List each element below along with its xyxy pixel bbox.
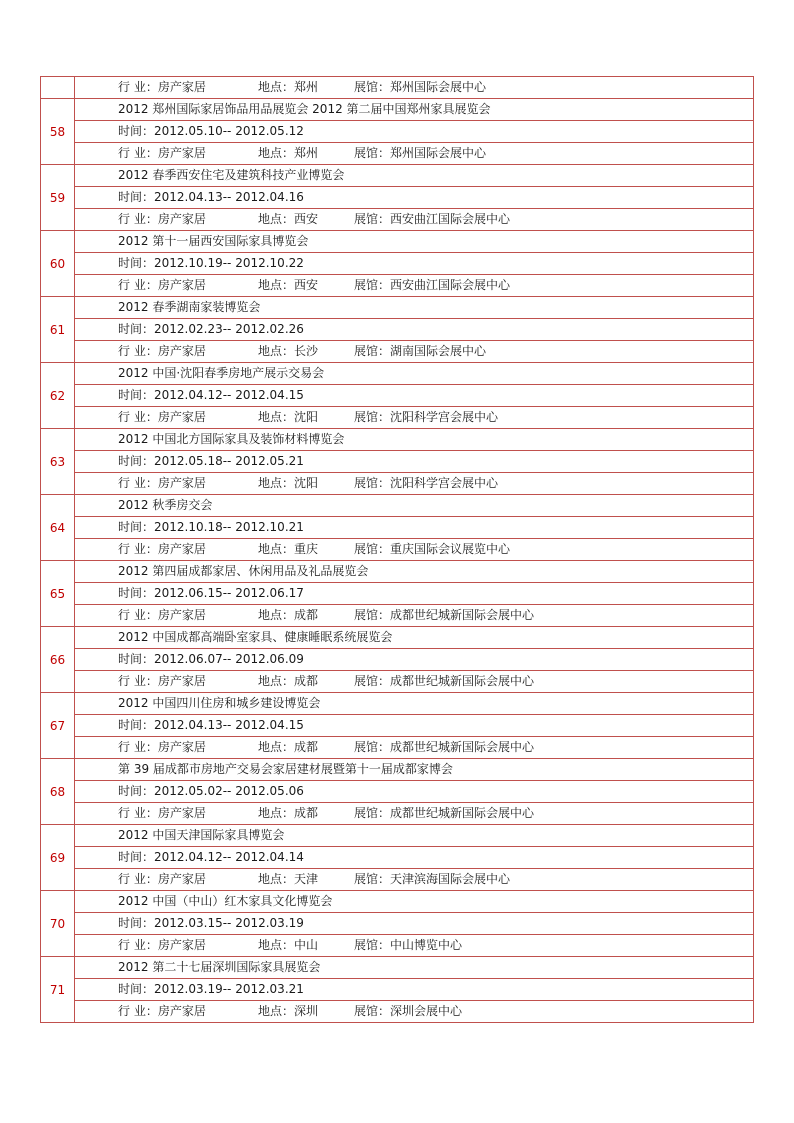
location-field (258, 605, 354, 626)
industry-label: 行 业： (118, 146, 158, 160)
venue-value: 沈阳科学宫会展中心 (390, 476, 499, 490)
location-label: 地点： (258, 410, 295, 424)
entry-number: 61 (41, 297, 75, 363)
exhibition-title: 2012 秋季房交会 (75, 495, 754, 517)
meta-line (75, 869, 754, 891)
location-value: 西安 (294, 278, 319, 292)
industry-label: 行 业： (118, 872, 158, 886)
industry-field (118, 77, 258, 98)
meta-line (75, 209, 754, 231)
industry-label: 行 业： (118, 410, 158, 424)
industry-value: 房产家居 (157, 476, 206, 490)
location-field (258, 869, 354, 890)
meta-line (75, 341, 754, 363)
industry-label: 行 业： (118, 344, 158, 358)
location-value: 成都 (294, 674, 319, 688)
venue-value: 成都世纪城新国际会展中心 (390, 674, 535, 688)
location-field (258, 209, 354, 230)
venue-label: 展馆： (354, 476, 391, 490)
table-row (41, 209, 754, 231)
table-row (41, 495, 754, 517)
table-row (41, 1001, 754, 1023)
location-value: 沈阳 (294, 410, 319, 424)
location-value: 深圳 (294, 1004, 319, 1018)
industry-field (118, 209, 258, 230)
venue-field (354, 341, 486, 362)
location-value: 长沙 (294, 344, 319, 358)
entry-number: 71 (41, 957, 75, 1023)
time-line (75, 517, 754, 539)
table-row (41, 253, 754, 275)
venue-field (354, 803, 534, 824)
industry-value: 房产家居 (157, 1004, 206, 1018)
venue-label: 展馆： (354, 410, 391, 424)
table-row (41, 605, 754, 627)
industry-label: 行 业： (118, 278, 158, 292)
table-row (41, 143, 754, 165)
table-row (41, 737, 754, 759)
time-value: 2012.06.07-- 2012.06.09 (154, 652, 304, 666)
exhibition-title: 2012 春季西安住宅及建筑科技产业博览会 (75, 165, 754, 187)
meta-line (75, 671, 754, 693)
time-label: 时间： (118, 784, 155, 798)
industry-field (118, 671, 258, 692)
industry-value: 房产家居 (157, 146, 206, 160)
industry-label: 行 业： (118, 1004, 158, 1018)
industry-value: 房产家居 (157, 938, 206, 952)
entry-number: 60 (41, 231, 75, 297)
location-value: 成都 (294, 740, 319, 754)
venue-field (354, 539, 510, 560)
exhibition-title: 2012 第十一届西安国际家具博览会 (75, 231, 754, 253)
industry-value: 房产家居 (157, 806, 206, 820)
time-label: 时间： (118, 520, 155, 534)
location-value: 郑州 (294, 80, 319, 94)
time-label: 时间： (118, 124, 155, 138)
time-line (75, 781, 754, 803)
table-row (41, 297, 754, 319)
time-line (75, 979, 754, 1001)
time-label: 时间： (118, 718, 155, 732)
location-field (258, 539, 354, 560)
location-value: 天津 (294, 872, 319, 886)
time-value: 2012.06.15-- 2012.06.17 (154, 586, 304, 600)
entry-number: 67 (41, 693, 75, 759)
venue-field (354, 935, 462, 956)
venue-label: 展馆： (354, 938, 391, 952)
entry-number: 62 (41, 363, 75, 429)
entry-number: 63 (41, 429, 75, 495)
table-row (41, 847, 754, 869)
location-field (258, 803, 354, 824)
time-line (75, 649, 754, 671)
time-value: 2012.05.02-- 2012.05.06 (154, 784, 304, 798)
time-label: 时间： (118, 388, 155, 402)
venue-label: 展馆： (354, 80, 391, 94)
industry-field (118, 143, 258, 164)
time-value: 2012.02.23-- 2012.02.26 (154, 322, 304, 336)
entry-number: 70 (41, 891, 75, 957)
venue-field (354, 473, 498, 494)
entry-number: 58 (41, 99, 75, 165)
time-label: 时间： (118, 982, 155, 996)
exhibition-title: 2012 中国四川住房和城乡建设博览会 (75, 693, 754, 715)
location-label: 地点： (258, 476, 295, 490)
venue-label: 展馆： (354, 212, 391, 226)
meta-line (75, 77, 754, 99)
meta-line (75, 275, 754, 297)
venue-value: 成都世纪城新国际会展中心 (390, 740, 535, 754)
location-field (258, 143, 354, 164)
venue-label: 展馆： (354, 872, 391, 886)
location-label: 地点： (258, 212, 295, 226)
venue-value: 湖南国际会展中心 (390, 344, 487, 358)
venue-field (354, 77, 486, 98)
location-field (258, 473, 354, 494)
exhibition-title: 2012 中国·沈阳春季房地产展示交易会 (75, 363, 754, 385)
industry-field (118, 869, 258, 890)
venue-field (354, 605, 534, 626)
location-field (258, 1001, 354, 1022)
time-label: 时间： (118, 454, 155, 468)
venue-field (354, 737, 534, 758)
time-line (75, 583, 754, 605)
industry-field (118, 1001, 258, 1022)
exhibition-title: 2012 春季湖南家装博览会 (75, 297, 754, 319)
table-row (41, 627, 754, 649)
location-label: 地点： (258, 1004, 295, 1018)
location-label: 地点： (258, 806, 295, 820)
venue-value: 沈阳科学宫会展中心 (390, 410, 499, 424)
table-row (41, 231, 754, 253)
meta-line (75, 605, 754, 627)
time-line (75, 451, 754, 473)
table-row (41, 451, 754, 473)
venue-value: 天津滨海国际会展中心 (390, 872, 511, 886)
venue-value: 深圳会展中心 (390, 1004, 463, 1018)
table-row (41, 385, 754, 407)
meta-line (75, 539, 754, 561)
venue-label: 展馆： (354, 806, 391, 820)
industry-value: 房产家居 (157, 608, 206, 622)
exhibition-title: 2012 中国天津国际家具博览会 (75, 825, 754, 847)
time-label: 时间： (118, 652, 155, 666)
table-row (41, 979, 754, 1001)
location-label: 地点： (258, 80, 295, 94)
table-row (41, 165, 754, 187)
location-label: 地点： (258, 740, 295, 754)
exhibition-title: 2012 郑州国际家居饰品用品展览会 2012 第二届中国郑州家具展览会 (75, 99, 754, 121)
industry-field (118, 473, 258, 494)
entry-number: 66 (41, 627, 75, 693)
industry-field (118, 539, 258, 560)
industry-field (118, 275, 258, 296)
venue-value: 成都世纪城新国际会展中心 (390, 608, 535, 622)
table-row (41, 319, 754, 341)
meta-line (75, 473, 754, 495)
industry-value: 房产家居 (157, 410, 206, 424)
table-row (41, 803, 754, 825)
venue-value: 重庆国际会议展览中心 (390, 542, 511, 556)
table-row (41, 407, 754, 429)
location-field (258, 275, 354, 296)
table-row (41, 759, 754, 781)
time-value: 2012.04.13-- 2012.04.16 (154, 190, 304, 204)
venue-field (354, 407, 498, 428)
table-row (41, 891, 754, 913)
location-value: 成都 (294, 806, 319, 820)
time-value: 2012.04.12-- 2012.04.15 (154, 388, 304, 402)
time-line (75, 187, 754, 209)
time-label: 时间： (118, 586, 155, 600)
industry-value: 房产家居 (157, 674, 206, 688)
exhibition-title: 2012 中国（中山）红木家具文化博览会 (75, 891, 754, 913)
table-row (41, 363, 754, 385)
time-value: 2012.03.15-- 2012.03.19 (154, 916, 304, 930)
table-row (41, 935, 754, 957)
time-value: 2012.05.10-- 2012.05.12 (154, 124, 304, 138)
table-row (41, 913, 754, 935)
venue-value: 成都世纪城新国际会展中心 (390, 806, 535, 820)
venue-value: 中山博览中心 (390, 938, 463, 952)
time-value: 2012.04.13-- 2012.04.15 (154, 718, 304, 732)
time-value: 2012.04.12-- 2012.04.14 (154, 850, 304, 864)
location-field (258, 341, 354, 362)
venue-field (354, 275, 510, 296)
venue-value: 郑州国际会展中心 (390, 146, 487, 160)
venue-value: 西安曲江国际会展中心 (390, 212, 511, 226)
meta-line (75, 935, 754, 957)
venue-label: 展馆： (354, 1004, 391, 1018)
venue-field (354, 209, 510, 230)
time-line (75, 253, 754, 275)
industry-field (118, 407, 258, 428)
venue-field (354, 143, 486, 164)
venue-label: 展馆： (354, 740, 391, 754)
time-line (75, 913, 754, 935)
exhibition-table-body (41, 77, 754, 1023)
industry-label: 行 业： (118, 80, 158, 94)
industry-field (118, 935, 258, 956)
time-line (75, 715, 754, 737)
exhibition-table (40, 76, 754, 1023)
location-value: 成都 (294, 608, 319, 622)
location-label: 地点： (258, 146, 295, 160)
industry-label: 行 业： (118, 608, 158, 622)
time-line (75, 319, 754, 341)
time-line (75, 385, 754, 407)
meta-line (75, 803, 754, 825)
table-row (41, 517, 754, 539)
location-field (258, 737, 354, 758)
table-row (41, 957, 754, 979)
location-value: 郑州 (294, 146, 319, 160)
meta-line (75, 1001, 754, 1023)
industry-field (118, 737, 258, 758)
venue-label: 展馆： (354, 146, 391, 160)
venue-label: 展馆： (354, 542, 391, 556)
entry-number-cell (41, 77, 75, 99)
time-value: 2012.10.18-- 2012.10.21 (154, 520, 304, 534)
location-field (258, 935, 354, 956)
industry-label: 行 业： (118, 476, 158, 490)
industry-value: 房产家居 (157, 344, 206, 358)
industry-label: 行 业： (118, 806, 158, 820)
industry-label: 行 业： (118, 674, 158, 688)
exhibition-title: 2012 第四届成都家居、休闲用品及礼品展览会 (75, 561, 754, 583)
table-row (41, 99, 754, 121)
location-field (258, 671, 354, 692)
location-value: 西安 (294, 212, 319, 226)
entry-number: 69 (41, 825, 75, 891)
industry-value: 房产家居 (157, 80, 206, 94)
location-label: 地点： (258, 938, 295, 952)
industry-label: 行 业： (118, 212, 158, 226)
venue-value: 西安曲江国际会展中心 (390, 278, 511, 292)
entry-number: 59 (41, 165, 75, 231)
location-value: 沈阳 (294, 476, 319, 490)
industry-value: 房产家居 (157, 212, 206, 226)
industry-label: 行 业： (118, 542, 158, 556)
industry-value: 房产家居 (157, 740, 206, 754)
location-label: 地点： (258, 278, 295, 292)
industry-label: 行 业： (118, 938, 158, 952)
entry-number: 64 (41, 495, 75, 561)
table-row (41, 715, 754, 737)
table-row (41, 583, 754, 605)
time-value: 2012.03.19-- 2012.03.21 (154, 982, 304, 996)
time-label: 时间： (118, 850, 155, 864)
table-row (41, 341, 754, 363)
venue-field (354, 869, 510, 890)
venue-label: 展馆： (354, 344, 391, 358)
location-label: 地点： (258, 608, 295, 622)
location-label: 地点： (258, 674, 295, 688)
location-label: 地点： (258, 542, 295, 556)
venue-field (354, 671, 534, 692)
table-row (41, 671, 754, 693)
time-line (75, 121, 754, 143)
meta-line (75, 143, 754, 165)
venue-label: 展馆： (354, 608, 391, 622)
location-value: 中山 (294, 938, 319, 952)
time-value: 2012.10.19-- 2012.10.22 (154, 256, 304, 270)
exhibition-title: 第 39 届成都市房地产交易会家居建材展暨第十一届成都家博会 (75, 759, 754, 781)
table-row (41, 187, 754, 209)
table-row (41, 869, 754, 891)
venue-label: 展馆： (354, 674, 391, 688)
industry-field (118, 341, 258, 362)
entry-number: 65 (41, 561, 75, 627)
table-row (41, 693, 754, 715)
table-row (41, 561, 754, 583)
table-row (41, 77, 754, 99)
table-row (41, 429, 754, 451)
time-label: 时间： (118, 190, 155, 204)
industry-value: 房产家居 (157, 872, 206, 886)
table-row (41, 781, 754, 803)
time-line (75, 847, 754, 869)
time-label: 时间： (118, 916, 155, 930)
table-row (41, 121, 754, 143)
meta-line (75, 737, 754, 759)
location-field (258, 77, 354, 98)
industry-field (118, 605, 258, 626)
venue-label: 展馆： (354, 278, 391, 292)
table-row (41, 539, 754, 561)
table-row (41, 473, 754, 495)
time-value: 2012.05.18-- 2012.05.21 (154, 454, 304, 468)
industry-value: 房产家居 (157, 278, 206, 292)
entry-number: 68 (41, 759, 75, 825)
location-field (258, 407, 354, 428)
exhibition-title: 2012 第二十七届深圳国际家具展览会 (75, 957, 754, 979)
exhibition-title: 2012 中国成都高端卧室家具、健康睡眠系统展览会 (75, 627, 754, 649)
location-label: 地点： (258, 872, 295, 886)
industry-label: 行 业： (118, 740, 158, 754)
location-value: 重庆 (294, 542, 319, 556)
table-row (41, 275, 754, 297)
table-row (41, 825, 754, 847)
venue-value: 郑州国际会展中心 (390, 80, 487, 94)
table-row (41, 649, 754, 671)
industry-field (118, 803, 258, 824)
venue-field (354, 1001, 462, 1022)
time-label: 时间： (118, 322, 155, 336)
location-label: 地点： (258, 344, 295, 358)
time-label: 时间： (118, 256, 155, 270)
exhibition-title: 2012 中国北方国际家具及装饰材料博览会 (75, 429, 754, 451)
industry-value: 房产家居 (157, 542, 206, 556)
meta-line (75, 407, 754, 429)
